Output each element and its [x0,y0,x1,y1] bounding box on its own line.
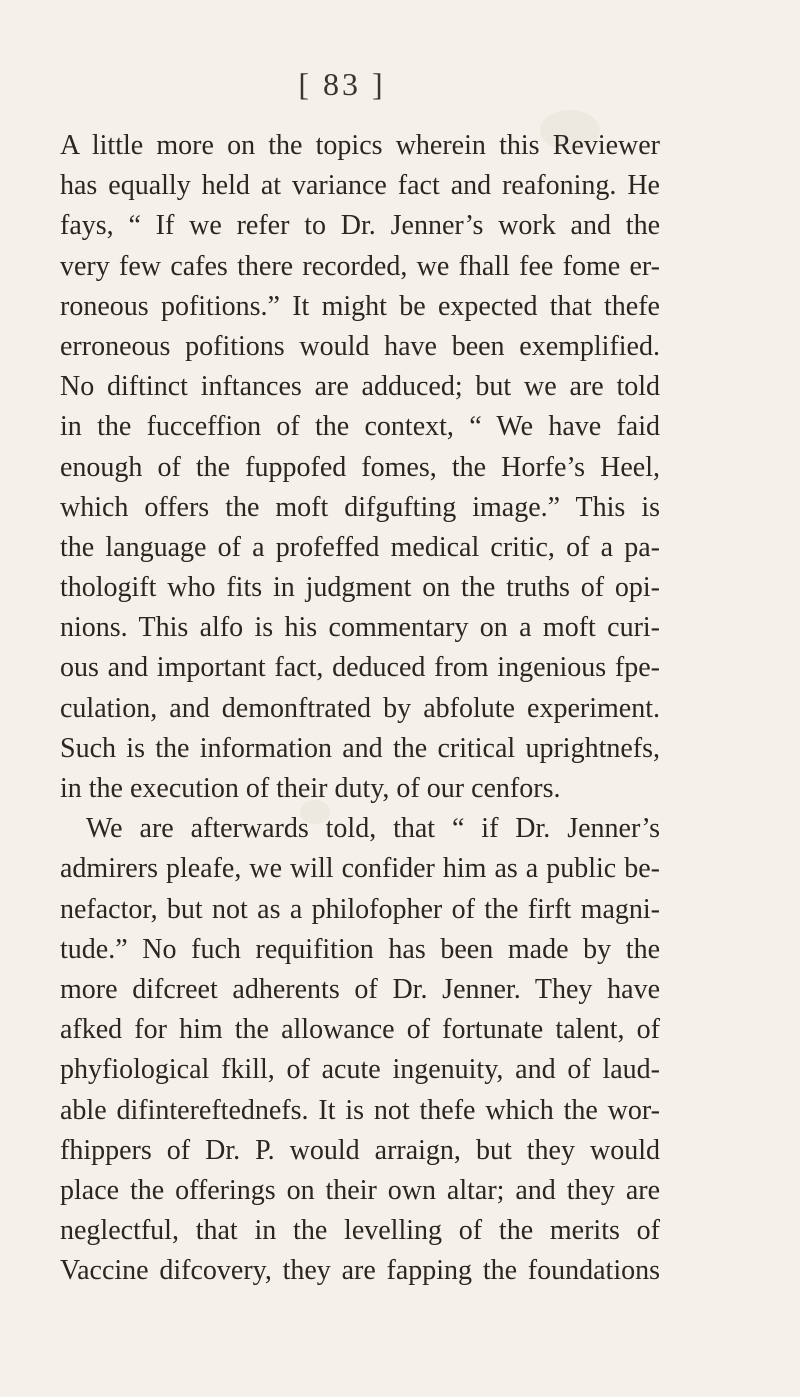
text-line: A little more on the topics wherein this Reviewer [60,130,660,161]
text-line: No diftinct inftances are adduced; but we are told [60,371,660,403]
text-line: in the execution of their duty, of our cenfors. [60,773,561,804]
text-line: phyfiological fkill, of acute ingenuity, and of laud- [60,1054,660,1086]
text-line: fays, “ If we refer to Dr. Jenner’s work and the [60,210,660,242]
text-line: nefactor, but not as a philofopher of the firft magni- [60,893,660,925]
text-line: ous and important fact, deduced from ingenious fpe- [60,652,660,684]
text-line: Such is the information and the critical uprightnefs, [60,732,660,764]
text-line: has equally held at variance fact and reafoning. He [60,170,660,202]
text-line: admirers pleafe, we will confider him as a public be- [60,853,660,885]
body-text [60,126,660,1291]
text-line: neglectful, that in the levelling of the merits of [60,1215,660,1247]
text-line: very few cafes there recorded, we fhall fee fome er- [60,250,660,282]
text-line: roneous pofitions.” It might be expected that thefe [60,290,660,322]
text-line: more difcreet adherents of Dr. Jenner. They have [60,973,660,1005]
text-line: culation, and demonftrated by abfolute experiment. [60,692,660,724]
text-line: thologift who fits in judgment on the truths of opi- [60,572,660,604]
page-number: [ 83 ] [298,66,386,102]
text-line: which offers the moft difgufting image.” This is [60,491,660,523]
text-line: Vaccine difcovery, they are fapping the foundations [60,1255,660,1287]
text-line: able difintereftednefs. It is not thefe which the wor- [60,1094,660,1126]
text-line: in the fucceffion of the context, “ We have faid [60,411,660,443]
text-line: enough of the fuppofed fomes, the Horfe’s Heel, [60,451,660,483]
text-line: the language of a profeffed medical critic, of a pa- [60,531,660,563]
text-line: tude.” No fuch requifition has been made by the [60,933,660,965]
text-line: We are afterwards told, that “ if Dr. Jenner’s [86,813,660,845]
text-line: nions. This alfo is his commentary on a moft curi- [60,612,660,644]
text-line: fhippers of Dr. P. would arraign, but they would [60,1134,660,1166]
text-line: place the offerings on their own altar; and they are [60,1174,660,1206]
text-line: erroneous pofitions would have been exemplified. [60,330,660,362]
text-line: afked for him the allowance of fortunate talent, of [60,1014,660,1046]
